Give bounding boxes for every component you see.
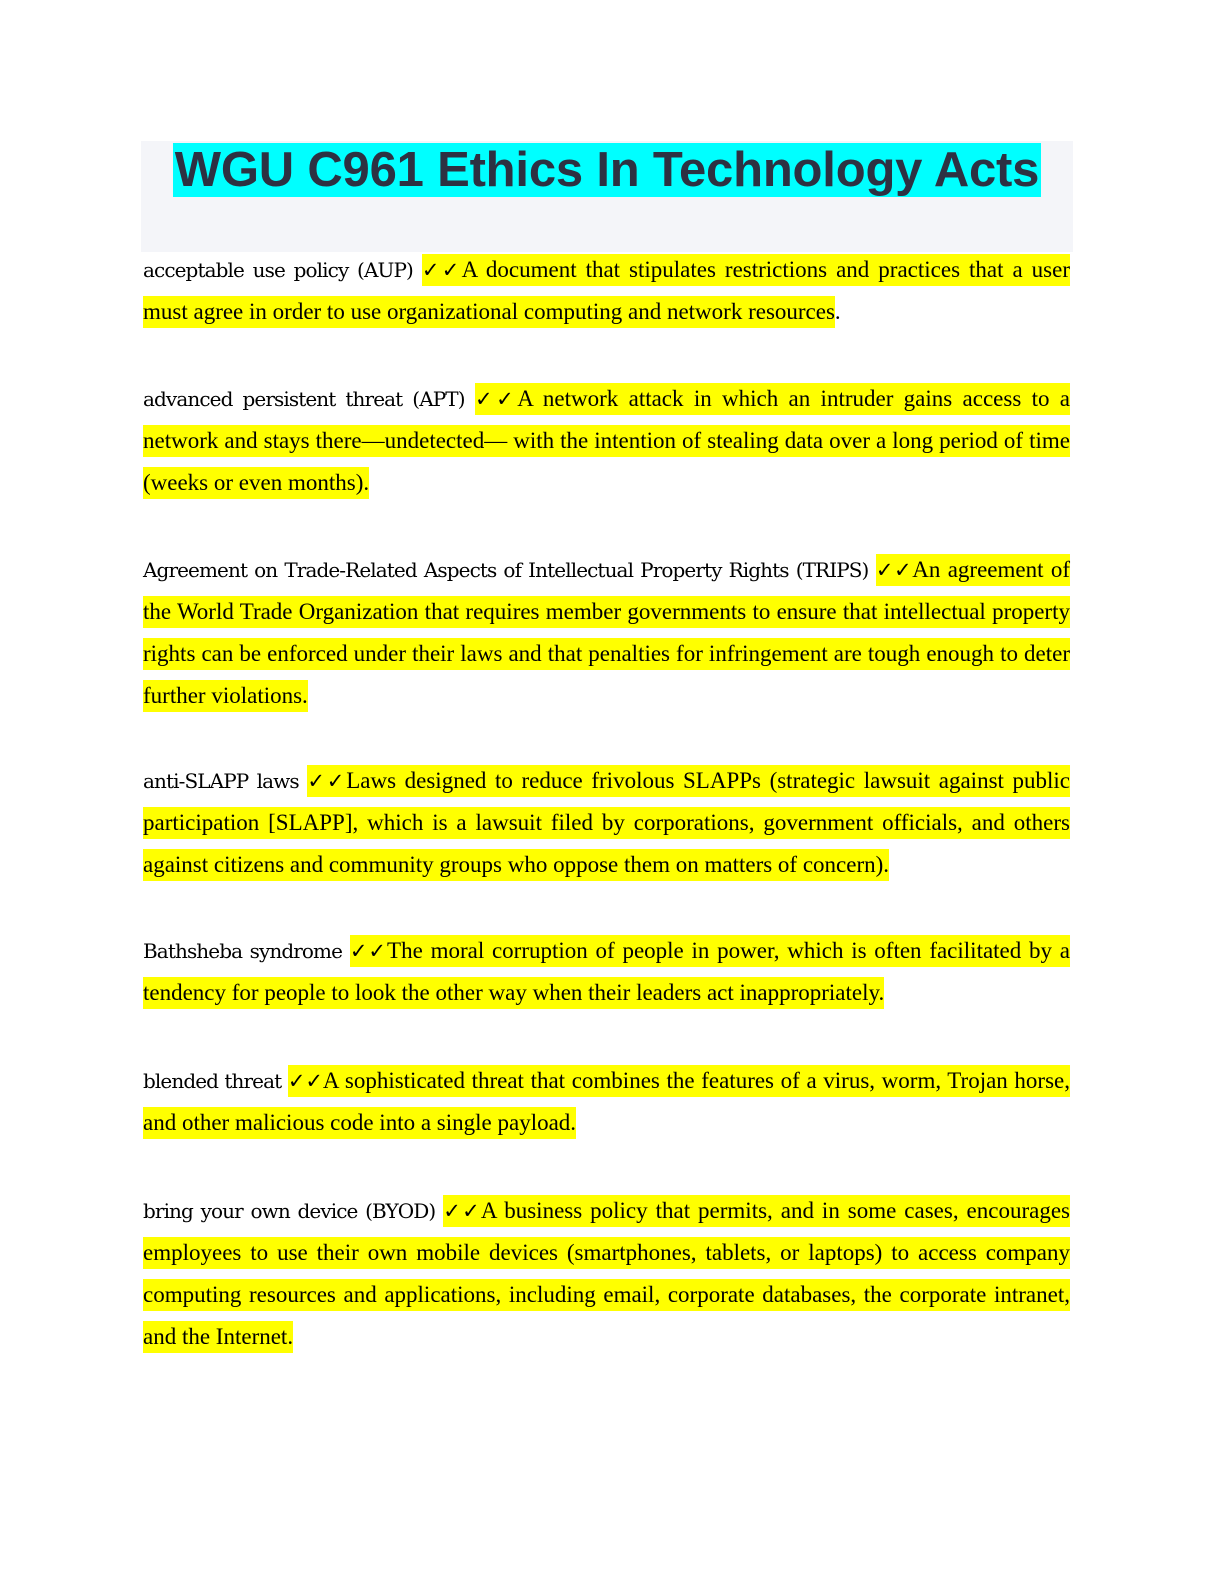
glossary-definition: A document that stipulates restrictions and practices that a user must agree in order to use organizational computing and network resources [143,257,1070,324]
glossary-definition: The moral corruption of people in power, which is often facilitated by a tendency for people to look the other way when their leaders act inappropriately. [143,938,1070,1005]
double-check-icon: ✓✓ [307,769,347,793]
definition-trailing-punctuation: . [834,299,841,324]
glossary-entry-blended-threat [143,1060,1070,1144]
double-check-icon: ✓✓ [875,558,913,582]
glossary-definition: A sophisticated threat that combines the features of a virus, worm, Trojan horse, and other malicious code into a single payload. [143,1068,1071,1135]
definition-highlight [143,1065,1070,1139]
glossary-term: anti-SLAPP laws [143,769,299,793]
glossary-definition: A network attack in which an intruder gains access to a network and stays there—undetected— with the intention of stealing data over a long period of time (weeks or even months). [143,386,1070,495]
glossary-entry-trips [143,549,1070,717]
glossary-entry-aup [143,249,1070,333]
glossary-term: Bathsheba syndrome [143,939,343,963]
glossary-term: blended threat [143,1069,282,1093]
glossary-entry-anti-slapp [143,760,1070,886]
double-check-icon: ✓✓ [349,939,388,963]
double-check-icon: ✓✓ [443,1199,481,1223]
glossary-entry-byod [143,1190,1070,1358]
glossary-definition: An agreement of the World Trade Organization that requires member governments to ensure that intellectual property rights can be enforced under their laws and that penalties for infringement are tough enough to deter further violations. [143,557,1070,708]
glossary-entry-apt [143,378,1070,504]
document-title [141,143,1073,198]
glossary-definition: A business policy that permits, and in some cases, encourages employees to use their own mobile devices (smartphones, tablets, or laptops) to access company computing resources and applications, including email, corporate databases, the corporate intranet, and the Internet. [143,1198,1070,1349]
glossary-entry-bathsheba [143,930,1070,1014]
title-band [141,141,1073,252]
double-check-icon: ✓✓ [421,258,462,282]
glossary-term: bring your own device (BYOD) [143,1199,436,1223]
double-check-icon: ✓✓ [474,387,518,411]
glossary-term: Agreement on Trade-Related Aspects of Intellectual Property Rights (TRIPS) [143,558,869,582]
double-check-icon: ✓✓ [287,1069,323,1093]
glossary-definition: Laws designed to reduce frivolous SLAPPs (strategic lawsuit against public participation [SLAPP], which is a lawsuit filed by corporations, government officials, and others against citizens and community groups who oppose them on matters of concern). [143,768,1070,877]
glossary-term: acceptable use policy (AUP) [143,258,413,282]
title-highlight: WGU C961 Ethics In Technology Acts [174,143,1040,197]
glossary-term: advanced persistent threat (APT) [143,387,465,411]
